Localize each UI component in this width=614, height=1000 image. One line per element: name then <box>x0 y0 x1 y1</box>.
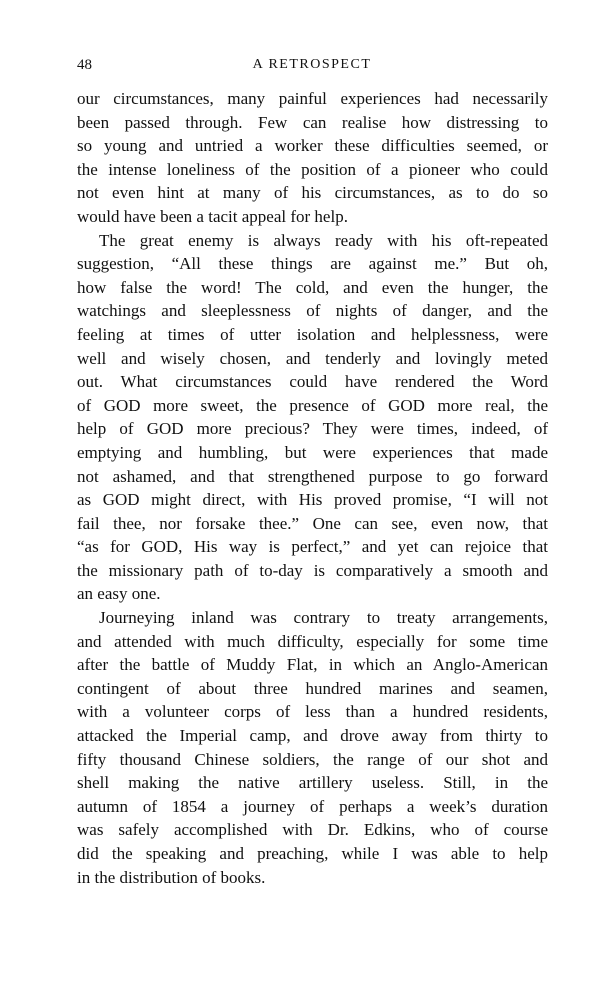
text-line: autumn of 1854 a journey of perhaps a week’s duration <box>77 796 548 816</box>
text-line: not even hint at many of his circumstances, as to do so <box>77 183 548 203</box>
text-line: not ashamed, and that strengthened purpose to go forward <box>77 466 548 486</box>
paragraph-3 <box>77 606 548 889</box>
page-number: 48 <box>77 57 92 73</box>
text-line: in the distribution of books. <box>77 867 266 887</box>
text-line: fifty thousand Chinese soldiers, the range of our shot and <box>77 749 548 769</box>
paragraph-1 <box>77 87 548 229</box>
text-line: The great enemy is always ready with his oft-repeated <box>99 230 548 250</box>
text-line: help of GOD more precious? They were times, indeed, of <box>77 419 548 439</box>
text-line: how false the word! The cold, and even the hunger, the <box>77 277 548 297</box>
text-line: the intense loneliness of the position of a pioneer who could <box>77 159 548 179</box>
text-line: the missionary path of to-day is comparatively a smooth and <box>77 560 548 580</box>
text-line: with a volunteer corps of less than a hundred residents, <box>77 702 548 722</box>
text-line: watchings and sleeplessness of nights of danger, and the <box>77 301 548 321</box>
text-line: out. What circumstances could have rendered the Word <box>77 372 548 392</box>
text-line: did the speaking and preaching, while I was able to help <box>77 844 548 863</box>
text-line: shell making the native artillery useless. Still, in the <box>77 773 548 793</box>
text-line: feeling at times of utter isolation and helplessness, were <box>77 324 548 344</box>
text-line: as GOD might direct, with His proved promise, “I will not <box>77 490 548 510</box>
text-line: well and wisely chosen, and tenderly and lovingly meted <box>77 348 548 368</box>
paragraph-2 <box>77 229 548 607</box>
text-line: been passed through. Few can realise how distressing to <box>77 112 548 132</box>
running-title: A RETROSPECT <box>252 57 372 72</box>
text-line: suggestion, “All these things are against me.” But oh, <box>77 254 548 274</box>
text-line: “as for GOD, His way is perfect,” and yet can rejoice that <box>77 537 548 557</box>
text-line: and attended with much difficulty, especially for some time <box>77 631 548 651</box>
text-line: of GOD more sweet, the presence of GOD more real, the <box>77 395 548 415</box>
text-line: so young and untried a worker these difficulties seemed, or <box>77 136 548 156</box>
text-line: after the battle of Muddy Flat, in which an Anglo-American <box>77 655 548 675</box>
text-line: Journeying inland was contrary to treaty arrangements, <box>99 608 548 628</box>
text-line: fail thee, nor forsake thee.” One can see, even now, that <box>77 513 548 533</box>
text-line: an easy one. <box>77 584 161 604</box>
text-line: our circumstances, many painful experiences had necessarily <box>77 89 548 108</box>
text-line: would have been a tacit appeal for help. <box>77 206 348 226</box>
text-line: contingent of about three hundred marines and seamen, <box>77 678 548 698</box>
text-line: attacked the Imperial camp, and drove away from thirty to <box>77 726 548 746</box>
text-line: emptying and humbling, but were experiences that made <box>77 442 548 462</box>
text-line: was safely accomplished with Dr. Edkins, who of course <box>77 820 548 840</box>
page-header <box>77 57 547 79</box>
body-text <box>77 87 548 889</box>
